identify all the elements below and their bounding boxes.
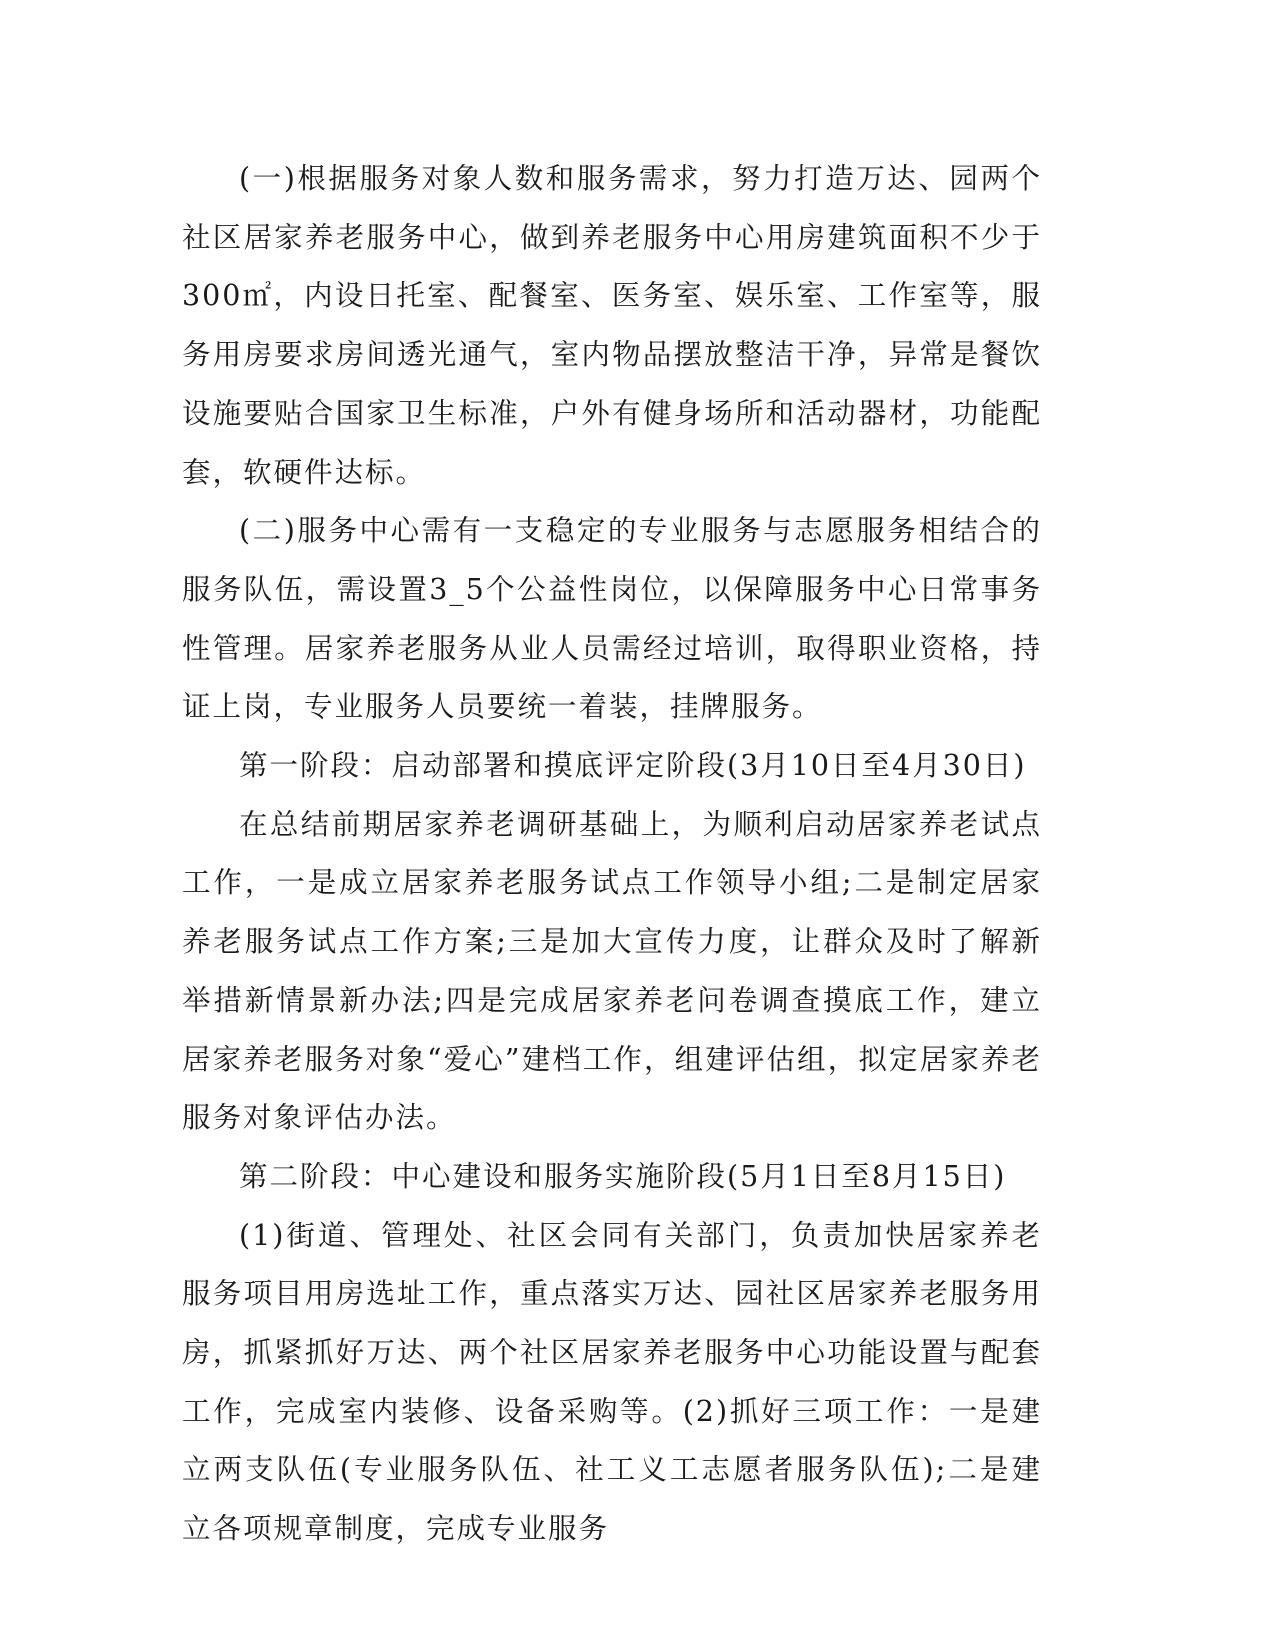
paragraph-phase-two: (1)街道、管理处、社区会同有关部门，负责加快居家养老服务项目用房选址工作，重点落实万达、园社区居家养老服务用房，抓紧抓好万达、两个社区居家养老服务中心功能设置与配套工作，完成室内装修、设备采购等。(2)抓好三项工作：一是建立两支队伍(专业服务队伍、社工义工志愿者服务队伍);二是建立各项规章制度，完成专业服务 <box>182 1218 1042 1546</box>
document-body <box>182 150 1042 1559</box>
heading-phase-two: 第二阶段：中心建设和服务实施阶段(5月1日至8月15日) <box>239 1159 1007 1193</box>
paragraph-facility-requirements: (一)根据服务对象人数和服务需求，努力打造万达、园两个社区居家养老服务中心，做到养老服务中心用房建筑面积不少于300㎡，内设日托室、配餐室、医务室、娱乐室、工作室等，服务用房要求房间透光通气，室内物品摆放整洁干净，异常是餐饮设施要贴合国家卫生标准，户外有健身场所和活动器材，功能配套，软硬件达标。 <box>182 162 1042 489</box>
heading-phase-one: 第一阶段：启动部署和摸底评定阶段(3月10日至4月30日) <box>239 749 1027 783</box>
paragraph-phase-one: 在总结前期居家养老调研基础上，为顺利启动居家养老试点工作，一是成立居家养老服务试点工作领导小组;二是制定居家养老服务试点工作方案;三是加大宣传力度，让群众及时了解新举措新情景新办法;四是完成居家养老问卷调查摸底工作，建立居家养老服务对象“爱心”建档工作，组建评估组，拟定居家养老服务对象评估办法。 <box>182 807 1042 1135</box>
paragraph-service-team: (二)服务中心需有一支稳定的专业服务与志愿服务相结合的服务队伍，需设置3_5个公益性岗位，以保障服务中心日常事务性管理。居家养老服务从业人员需经过培训，取得职业资格，持证上岗，专业服务人员要统一着装，挂牌服务。 <box>182 514 1042 724</box>
